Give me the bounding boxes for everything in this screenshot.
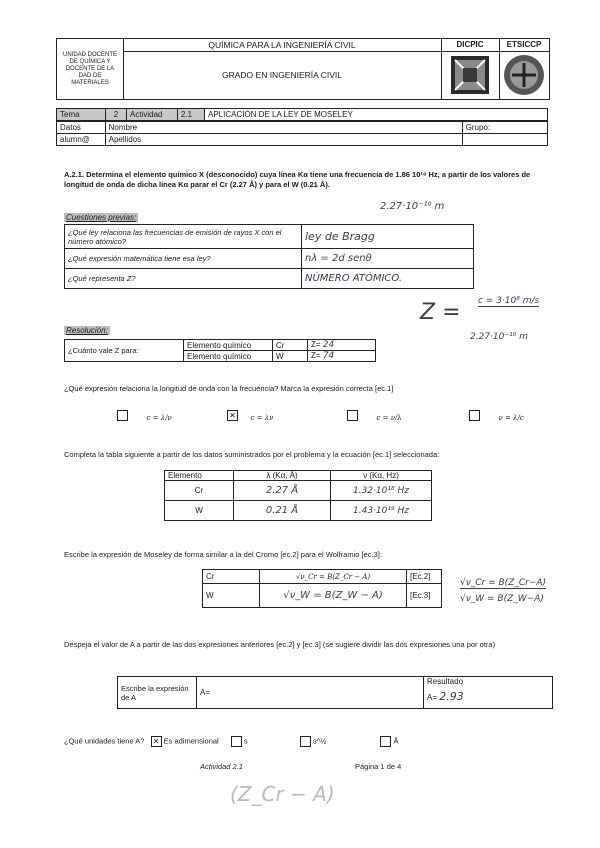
etsiccp-logo bbox=[499, 51, 549, 99]
actividad-value: 2.1 bbox=[178, 109, 205, 121]
bottom-margin-note: (Z_Cr − A) bbox=[230, 782, 335, 806]
footer-activity: Actividad 2.1 bbox=[200, 762, 243, 771]
nombre-field[interactable]: Nombre bbox=[105, 122, 462, 134]
alumno-label: alumn@ bbox=[57, 134, 106, 146]
z-question: ¿Cuánto vale Z para: bbox=[65, 340, 184, 362]
w-symbol: W bbox=[273, 351, 308, 362]
logo-dicpic-label: DICPIC bbox=[441, 39, 500, 52]
document-header bbox=[56, 38, 550, 100]
data-table-instruction: Completa la tabla siguiente a partir de los datos suministrados por el problema y la ecuación [ec.1] seleccionada: bbox=[64, 450, 440, 459]
problem-statement: A.2.1. Determina el elemento químico X (desconocido) cuya línea Kα tiene una frecuencia de 1.86 10¹⁸ Hz, a partir de los valores de longitud de onda de dicha línea Kα parar el Cr (2.27 Å) y para el W (0.21 Å). bbox=[64, 170, 531, 189]
resultado-value: 2.93 bbox=[439, 690, 464, 703]
write-a-label: Escribe la expresión de A bbox=[118, 677, 197, 709]
unit-label: UNIDAD DOCENTE DE QUÍMICA Y DOCENTE DE LA DAD DE MATERIALES bbox=[57, 39, 124, 99]
a-expression-cell[interactable]: A= bbox=[197, 677, 424, 709]
degree-title: GRADO EN INGENIERÍA CIVIL bbox=[123, 51, 442, 99]
z-cr-cell[interactable]: Z= 24 bbox=[308, 340, 376, 351]
units-question: ¿Qué unidades tiene A? ✕ Es adimensional s s^½ Å bbox=[64, 736, 399, 746]
previas-a3[interactable]: NÚMERO ATÓMICO. bbox=[302, 269, 474, 289]
previas-q1: ¿Qué ley relaciona las frecuencias de emisión de rayos X con el número atómico? bbox=[65, 225, 302, 249]
resolucion-label: Resolución: bbox=[66, 326, 108, 335]
tema-value: 2 bbox=[106, 109, 127, 121]
frequency-table bbox=[164, 470, 432, 521]
student-table bbox=[56, 121, 548, 146]
previas-table bbox=[64, 224, 474, 289]
moseley-cr-ref: [Ec.2] bbox=[407, 570, 442, 584]
elemento-label-cr: Elemento químico bbox=[184, 340, 273, 351]
despeja-table bbox=[117, 676, 553, 709]
z-table bbox=[64, 339, 376, 362]
moseley-cr-symbol: Cr bbox=[203, 570, 260, 584]
despeja-instruction: Despeja el valor de A a partir de las dos expresiones anteriores [ec.2] y [ec.3] (se sugiere dividir las dos expresiones una por otra) bbox=[64, 640, 496, 649]
table-row: Cr 2.27 Å 1.32·10¹⁸ Hz bbox=[165, 481, 432, 501]
course-title: QUÍMICA PARA LA INGENIERÍA CIVIL bbox=[123, 39, 442, 52]
col-header-nu: ν (Kα, Hz) bbox=[331, 471, 432, 481]
tema-label: Tema bbox=[57, 109, 106, 121]
z-w-cell[interactable]: Z= 74 bbox=[308, 351, 376, 362]
expression-question: ¿Qué expresión relaciona la longitud de onda con la frecuencia? Marca la expresión correcta [ec.1] bbox=[64, 384, 394, 393]
moseley-cr-formula: √ν_Cr = B(Z_Cr − A) bbox=[260, 570, 407, 584]
activity-table bbox=[56, 108, 548, 121]
expression-options bbox=[117, 405, 537, 425]
option-1[interactable]: c = λ/ν bbox=[117, 407, 172, 425]
option-2[interactable]: ✕ c = λν bbox=[227, 407, 273, 425]
option-4[interactable]: ν = λ/c bbox=[469, 407, 524, 425]
option-3[interactable]: c = ν/λ bbox=[347, 407, 402, 425]
previas-a2[interactable]: nλ = 2d senθ bbox=[302, 249, 474, 269]
previas-q2: ¿Qué expresión matemática tiene esa ley? bbox=[65, 249, 302, 269]
margin-z-den: 2.27·10⁻¹⁰ m bbox=[470, 332, 528, 342]
option-1-checkbox[interactable] bbox=[117, 410, 128, 421]
previas-q3: ¿Qué representa Z? bbox=[65, 269, 302, 289]
unit-option-4-checkbox[interactable] bbox=[380, 736, 391, 747]
footer-page: Página 1 de 4 bbox=[355, 762, 402, 771]
grupo-field[interactable]: Grupo: bbox=[462, 122, 547, 134]
table-row: W 0.21 Å 1.43·10¹⁹ Hz bbox=[165, 501, 432, 521]
resultado-cell[interactable]: Resultado A= 2.93 bbox=[424, 677, 553, 709]
previas-label: Cuestiones previas: bbox=[66, 213, 137, 222]
moseley-w-formula[interactable]: √ν_W = B(Z_W − A) bbox=[260, 584, 407, 608]
datos-label: Datos bbox=[57, 122, 106, 134]
option-4-checkbox[interactable] bbox=[469, 410, 480, 421]
margin-note-lambda: 2.27·10⁻¹⁰ m bbox=[380, 201, 445, 212]
col-header-lambda: λ (Kα, Å) bbox=[234, 471, 331, 481]
logo-etsiccp-label: ETSICCP bbox=[499, 39, 549, 52]
unit-option-3-checkbox[interactable] bbox=[300, 736, 311, 747]
margin-z-num: c = 3·10⁸ m/s bbox=[478, 296, 540, 306]
margin-ratio-num: √ν_Cr = B(Z_Cr−A) bbox=[460, 578, 547, 588]
unit-option-2-checkbox[interactable] bbox=[231, 736, 242, 747]
margin-ratio-den: √ν_W = B(Z_W−A) bbox=[460, 594, 544, 604]
option-3-checkbox[interactable] bbox=[347, 410, 358, 421]
activity-title: APLICACIÓN DE LA LEY DE MOSELEY bbox=[205, 109, 548, 121]
dicpic-logo bbox=[441, 51, 500, 99]
moseley-table bbox=[202, 569, 442, 608]
grupo-empty bbox=[462, 134, 547, 146]
actividad-label: Actividad bbox=[127, 109, 178, 121]
elemento-label-w: Elemento químico bbox=[184, 351, 273, 362]
moseley-w-symbol: W bbox=[203, 584, 260, 608]
margin-z-symbol: Z = bbox=[420, 300, 461, 325]
cr-symbol: Cr bbox=[273, 340, 308, 351]
moseley-instruction: Escribe la expresión de Moseley de forma similar a la del Cromo [ec.2] para el Wolframio [ec.3]: bbox=[64, 550, 382, 559]
previas-a1[interactable]: ley de Bragg bbox=[302, 225, 474, 249]
option-2-checkbox[interactable]: ✕ bbox=[227, 410, 238, 421]
unit-option-1-checkbox[interactable]: ✕ bbox=[151, 736, 162, 747]
apellidos-field[interactable]: Apellidos bbox=[105, 134, 462, 146]
resultado-label: Resultado bbox=[427, 677, 464, 686]
col-header-elemento: Elemento bbox=[165, 471, 234, 481]
moseley-w-ref: [Ec.3] bbox=[407, 584, 442, 608]
